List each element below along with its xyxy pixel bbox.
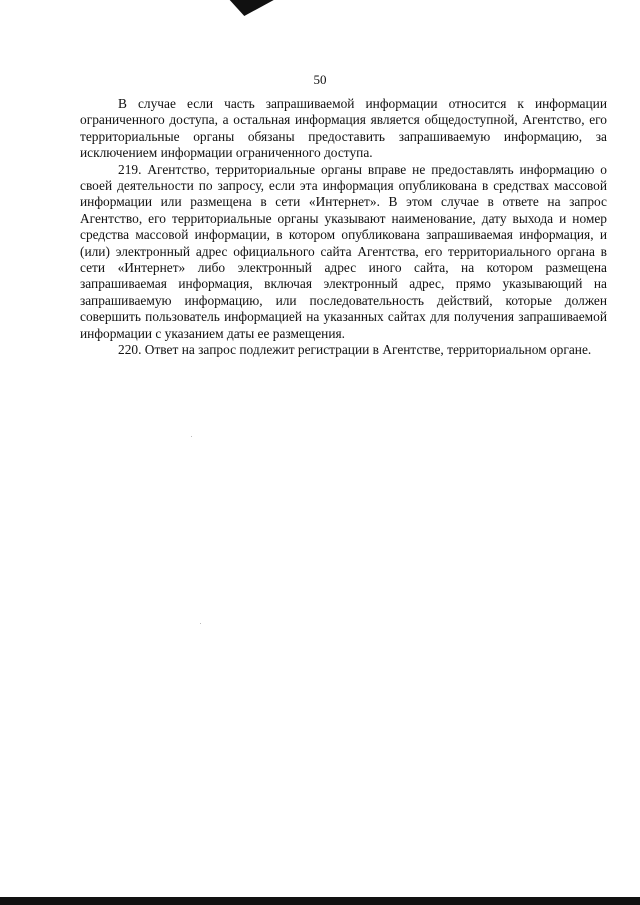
scan-speck — [200, 623, 201, 624]
scan-bottom-edge — [0, 897, 640, 905]
paragraph-restricted-info: В случае если часть запрашиваемой информации относится к информации ограниченного доступа, а остальная информация является общедоступной, Агентство, его территориальные органы обязаны предоставить запрашиваемую информацию, за исключением информации ограниченного доступа. — [80, 96, 607, 161]
paragraph-219: 219. Агентство, территориальные органы вправе не предоставлять информацию о своей деятельности по запросу, если эта информация опубликована в средствах массовой информации или размещена в сети «Интернет». В этом случае в ответе на запрос Агентство, его территориальные органы указывают наименование, дату выхода и номер средства массовой информации, в котором опубликована запрашиваемая информация, и (или) электронный адрес официального сайта Агентства, его территориального органа в сети «Интернет» либо электронный адрес иного сайта, на котором размещена запрашиваемая информация, включая электронный адрес, прямо указывающий на запрашиваемую информацию, или последовательность действий, которые должен совершить пользователь информацией на указанных сайтах для получения запрашиваемой информации с указанием даты ее размещения. — [80, 161, 607, 341]
document-body — [80, 96, 607, 359]
page-number: 50 — [313, 72, 327, 87]
paragraph-220: 220. Ответ на запрос подлежит регистрации в Агентстве, территориальном органе. — [118, 342, 592, 358]
scan-corner-mark — [222, 0, 273, 16]
scan-speck — [191, 436, 192, 437]
